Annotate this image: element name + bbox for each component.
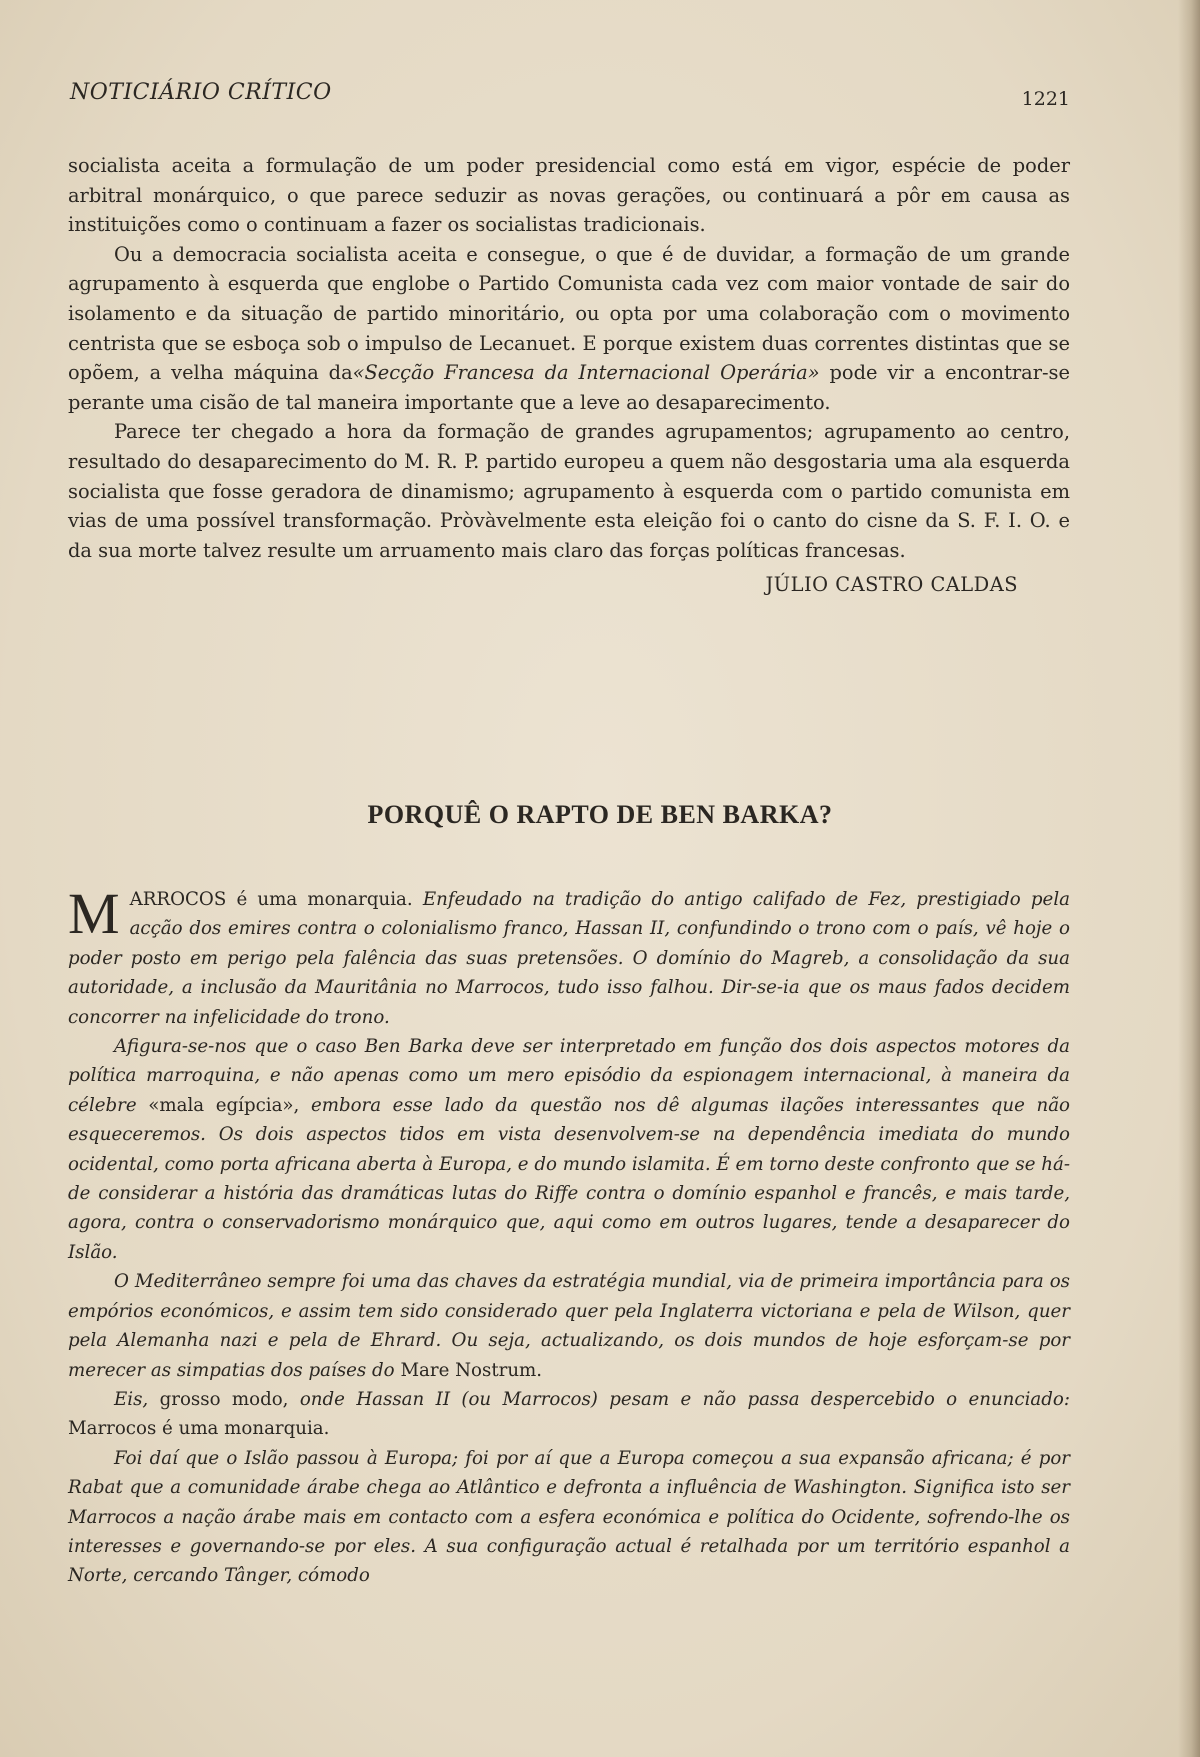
paragraph bbox=[68, 1444, 1070, 1591]
paragraph-text: embora esse lado da questão nos dê algumas ilações interessantes que não esqueceremos. Os dois aspectos tidos em vista desenvolvem-se na dependência imediata do mundo ocidental, como porta africana aberta à Europa, e do mundo islamita. É em torno deste confronto que se há-de considerar a história das dramáticas lutas do Riffe contra o domínio espanhol e francês, e mais tarde, agora, contra o conservadorismo monárquico que, aqui como em outros lugares, tende a desaparecer do Islão. bbox=[68, 1094, 1070, 1263]
paragraph-text: O Mediterrâneo sempre foi uma das chaves da estratégia mundial, via de primeira importância para os empórios económicos, e assim tem sido considerado quer pela Inglaterra victoriana e pela de Wilson, quer pela Alemanha nazi e pela de Ehrard. Ou seja, actualizando, os dois mundos de hoje esforçam-se por merecer as simpatias dos países do bbox=[68, 1271, 1070, 1381]
paragraph bbox=[68, 240, 1070, 418]
paragraph-text: Foi daí que o Islão passou à Europa; foi por aí que a Europa começou a sua expansão africana; é por Rabat que a comunidade árabe chega ao Atlântico e defronta a influência de Washington. Significa isto ser Marrocos a nação árabe mais em contacto com a esfera económica e política do Ocidente, sofrendo-lhe os interesses e governando-se por eles. A sua configuração actual é retalhada por um território espanhol a Norte, cercando Tânger, cómodo bbox=[68, 1447, 1070, 1587]
paragraph-text: Parece ter chegado a hora da formação de grandes agrupamentos; agrupamento ao centro, resultado do desaparecimento do M. R. P. partido europeu a quem não desgostaria uma ala esquerda socialista que fosse geradora de dinamismo; agrupamento à esquerda com o partido comunista em vias de uma possível transformação. Pròvàvelmente esta eleição foi o canto do cisne da S. F. I. O. e da sua morte talvez resulte um arruamento mais claro das forças políticas francesas. bbox=[68, 420, 1070, 562]
paragraph-text: Enfeudado na tradição do antigo califado de Fez, prestigiado pela acção dos emires contra o colonialismo franco, Hassan II, confundindo o trono com o país, vê hoje o poder posto em perigo pela falência das suas pretensões. O domínio do Magreb, a consolidação da sua autoridade, a inclusão da Mauritânia no Marrocos, tudo isso falhou. Dir-se-ia que os maus fados decidem concorrer na infelicidade do trono. bbox=[68, 889, 1070, 1028]
page-spine-shadow bbox=[1178, 0, 1200, 1757]
page-number: 1221 bbox=[1021, 88, 1070, 110]
author-signature: JÚLIO CASTRO CALDAS bbox=[765, 573, 1018, 597]
paragraph-text: pode vir a encontrar-se perante uma cisão de tal maneira importante que a leve ao desaparecimento. bbox=[68, 361, 1070, 414]
page-header bbox=[70, 80, 1070, 114]
drop-cap: M bbox=[68, 881, 120, 946]
lead-opening: ARROCOS é uma monarquia. bbox=[129, 889, 413, 910]
paragraph-text: onde Hassan II (ou Marrocos) pesam e não passa despercebido o enunciado: bbox=[299, 1388, 1070, 1410]
paragraph bbox=[68, 1385, 1070, 1444]
paragraph-text: Eis, bbox=[114, 1388, 149, 1410]
paragraph bbox=[68, 417, 1070, 565]
paragraph-text: Ou a democracia socialista aceita e consegue, o que é de duvidar, a formação de um grande agrupamento à esquerda que englobe o Partido Comunista cada vez com maior vontade de sair do isolamento e da situação de partido minoritário, ou opta por uma colaboração com o movimento centrista que se esboça sob o impulso de Lecanuet. E porque existem duas correntes distintas que se opõem, a velha máquina da bbox=[68, 242, 1070, 385]
italic-quote: «Secção Francesa da Internacional Operária» bbox=[352, 361, 820, 385]
paragraph bbox=[68, 151, 1070, 240]
upright-phrase: grosso modo, bbox=[159, 1388, 289, 1410]
article-title: PORQUÊ O RAPTO DE BEN BARKA? bbox=[367, 800, 833, 829]
article-body bbox=[68, 881, 1070, 1591]
paragraph-text: socialista aceita a formulação de um poder presidencial como está em vigor, espécie de poder arbitral monárquico, o que parece seduzir as novas gerações, ou continuará a pôr em causa as instituições como o continuam a fazer os socialistas tradicionais. bbox=[68, 154, 1070, 237]
lead-paragraph bbox=[68, 881, 1070, 1032]
running-title: NOTICIÁRIO CRÍTICO bbox=[70, 80, 332, 105]
paragraph-text: Afigura-se-nos que o caso Ben Barka deve ser interpretado em função dos dois aspectos motores da política marroquina, e não apenas como um mero episódio da espionagem internacional, à maneira da célebre bbox=[68, 1036, 1070, 1116]
previous-article-text bbox=[68, 151, 1070, 600]
paragraph bbox=[68, 1267, 1070, 1385]
upright-phrase: Marrocos é uma monarquia. bbox=[68, 1418, 330, 1440]
upright-phrase: Mare Nostrum. bbox=[400, 1359, 543, 1381]
upright-quote: «mala egípcia», bbox=[148, 1094, 300, 1116]
paragraph bbox=[68, 1032, 1070, 1267]
